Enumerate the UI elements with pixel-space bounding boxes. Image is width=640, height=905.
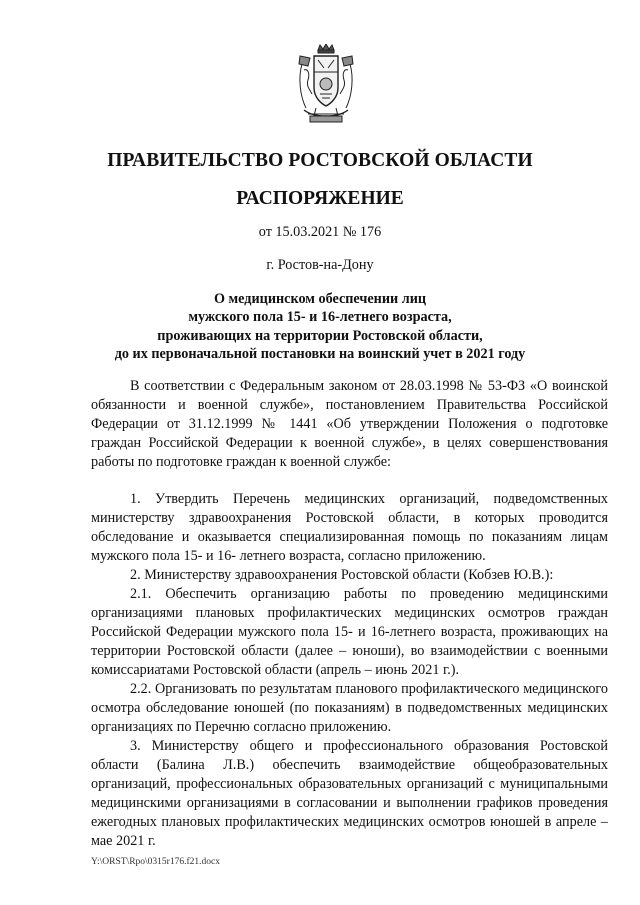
preamble-block	[91, 377, 608, 472]
subject-line: проживающих на территории Ростовской области,	[157, 327, 483, 344]
item-paragraph: 1. Утвердить Перечень медицинских организаций, подведомственных министерству здравоохранения Ростовской области, в которых проводится обследование и оказывается специализированная помощь по показаниям лицам мужского пола 15- и 16- летнего возраста, согласно приложению.	[91, 491, 608, 564]
date-number-line: от 15.03.2021 № 176	[258, 224, 382, 240]
subject-line: мужского пола 15- и 16-летнего возраста,	[188, 309, 452, 326]
item-paragraph: 2. Министерству здравоохранения Ростовской области (Кобзев Ю.В.):	[130, 567, 554, 583]
subject-line: О медицинском обеспечении лиц	[213, 291, 427, 307]
preamble-paragraph: В соответствии с Федеральным законом от 28.03.1998 № 53-ФЗ «О воинской обязанности и военной службе», постановлением Правительства Российской Федерации от 31.12.1999 № 1441 «Об утверждении Положения о подготовке граждан Российской Федерации к военной службе», в целях совершенствования работы по подготовке граждан к военной службе:	[91, 378, 608, 470]
document-type-title: РАСПОРЯЖЕНИЕ	[236, 188, 404, 209]
file-path-footer: Y:\ORST\Rpo\0315r176.f21.docx	[91, 857, 220, 867]
organization-title: ПРАВИТЕЛЬСТВО РОСТОВСКОЙ ОБЛАСТИ	[107, 150, 533, 171]
coat-of-arms-icon	[296, 44, 356, 126]
subject-line: до их первоначальной постановки на воинский учет в 2021 году	[114, 345, 526, 362]
item-paragraph: 2.1. Обеспечить организацию работы по проведению медицинскими организациями плановых профилактических медицинских осмотров граждан Российской Федерации мужского пола 15- и 16-летнего возраста, проживающих на территории Ростовской области (далее – юноши), во взаимодействии с военными комиссариатами Ростовской области (апрель – июнь 2021 г.).	[91, 586, 608, 678]
item-paragraph: 3. Министерству общего и профессионального образования Ростовской области (Балина Л.В.) обеспечить взаимодействие общеобразовательных организаций, профессиональных образовательных организаций с муниципальными медицинскими организациями в согласовании и выполнении графиков проведения ежегодных плановых профилактических медицинских осмотров юношей в апреле – мае 2021 г.	[91, 738, 608, 849]
items-block	[91, 490, 608, 851]
item-paragraph: 2.2. Организовать по результатам планового профилактического медицинского осмотра обследование юношей (по показаниям) в подведомственных медицинских организациях по Перечню согласно приложению.	[91, 681, 608, 735]
document-subject	[0, 290, 640, 363]
city-line: г. Ростов-на-Дону	[266, 257, 374, 273]
